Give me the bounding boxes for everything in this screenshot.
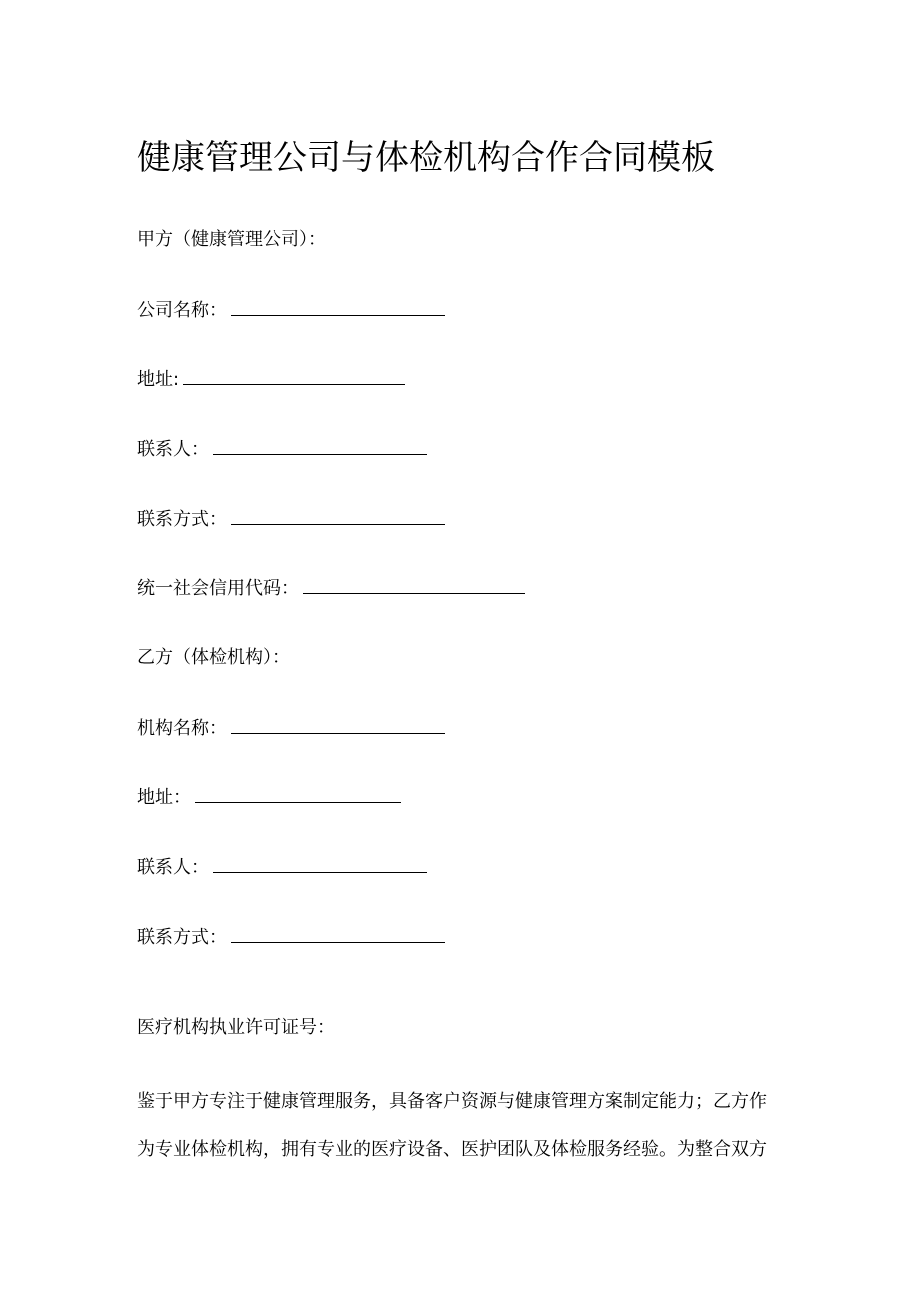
party-b-heading <box>137 645 290 671</box>
party-b-institution-name-label: 机构名称： <box>137 718 227 739</box>
party-a-phone-blank[interactable] <box>231 506 445 525</box>
party-b-institution-name-blank[interactable] <box>231 715 445 734</box>
party-b-institution-name-row <box>137 715 445 742</box>
party-b-phone-row <box>137 924 445 951</box>
party-a-address-blank[interactable] <box>183 366 405 385</box>
party-a-company-name-blank[interactable] <box>231 297 445 316</box>
party-a-company-name-row <box>137 297 445 324</box>
party-a-phone-row <box>137 506 445 533</box>
party-a-address-label: 地址: <box>137 369 180 390</box>
party-b-contact-blank[interactable] <box>213 854 427 873</box>
preamble-line-2: 为专业体检机构，拥有专业的医疗设备、医护团队及体检服务经验。为整合双方 <box>137 1139 767 1160</box>
party-a-contact-label: 联系人： <box>137 439 209 460</box>
party-a-company-name-label: 公司名称： <box>137 300 227 321</box>
party-b-contact-row <box>137 854 427 881</box>
party-b-address-label: 地址： <box>137 787 191 808</box>
party-a-address-row <box>137 366 405 393</box>
party-a-heading-text: 甲方（健康管理公司）： <box>137 229 326 250</box>
party-a-credit-code-row <box>137 575 525 602</box>
party-b-contact-label: 联系人： <box>137 857 209 878</box>
party-b-heading-text: 乙方（体检机构）： <box>137 647 290 668</box>
party-b-license-label: 医疗机构执业许可证号： <box>137 1017 335 1038</box>
party-b-address-row <box>137 784 401 811</box>
document-title: 健康管理公司与体检机构合作合同模板 <box>137 138 715 178</box>
party-a-credit-code-label: 统一社会信用代码： <box>137 578 299 599</box>
party-b-address-blank[interactable] <box>195 784 401 803</box>
party-b-license-row <box>137 1015 335 1041</box>
party-a-contact-row <box>137 436 427 463</box>
party-a-heading <box>137 227 326 253</box>
party-b-phone-label: 联系方式： <box>137 927 227 948</box>
party-b-phone-blank[interactable] <box>231 924 445 943</box>
party-a-contact-blank[interactable] <box>213 436 427 455</box>
preamble-line-1: 鉴于甲方专注于健康管理服务，具备客户资源与健康管理方案制定能力；乙方作 <box>137 1091 767 1112</box>
party-a-phone-label: 联系方式： <box>137 509 227 530</box>
party-a-credit-code-blank[interactable] <box>303 575 525 594</box>
